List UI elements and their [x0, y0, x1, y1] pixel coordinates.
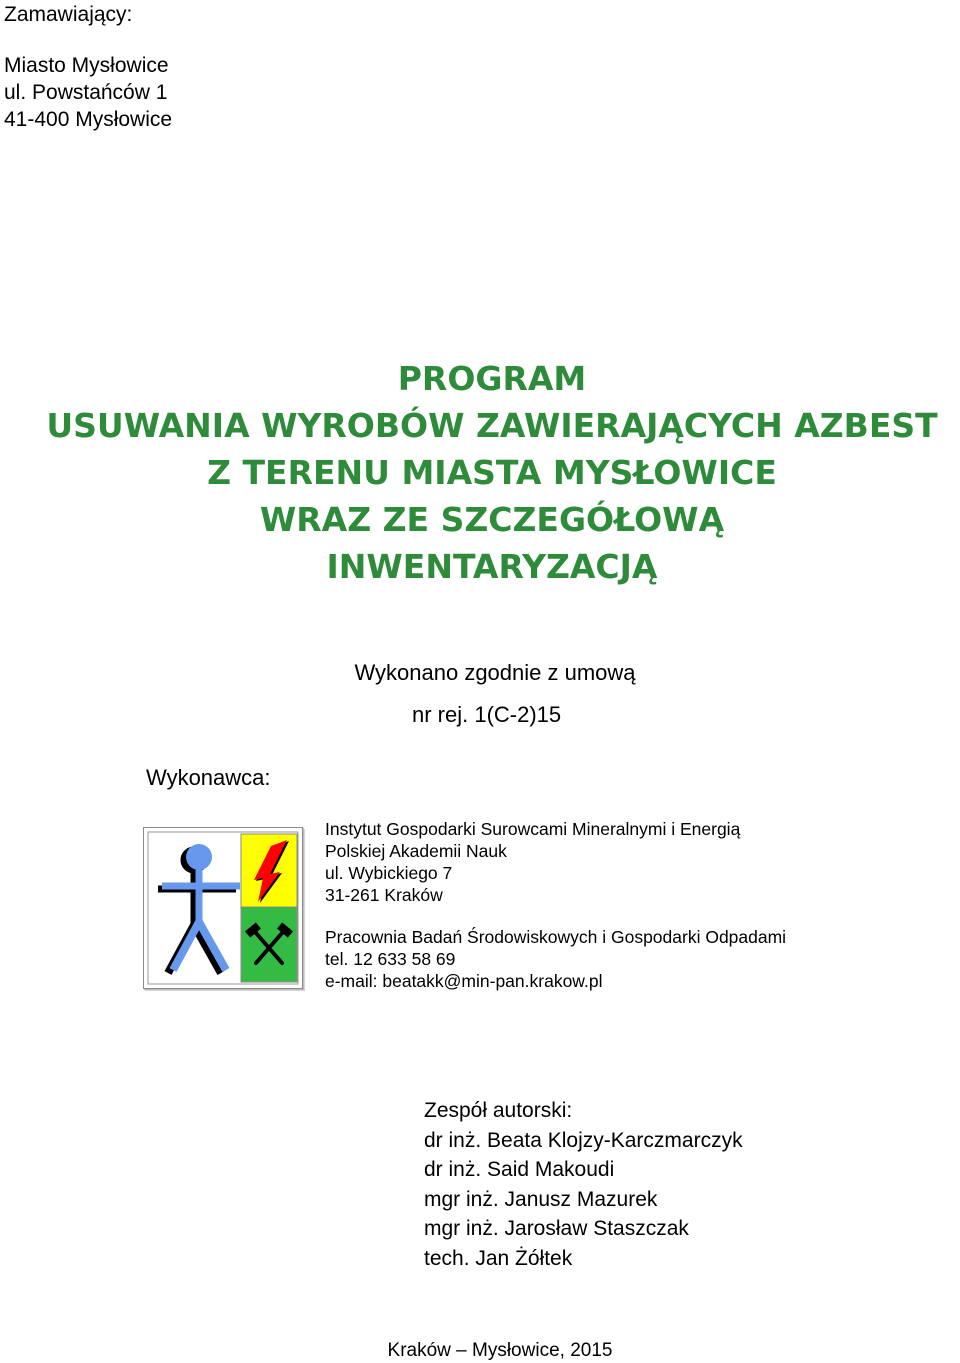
title-line: USUWANIA WYROBÓW ZAWIERAJĄCYCH AZBEST: [46, 406, 938, 445]
green-panel: [241, 907, 297, 982]
ordering-party-name: Miasto Mysłowice: [4, 54, 169, 77]
institute-city: 31-261 Kraków: [325, 885, 443, 905]
authors-list: [424, 1096, 743, 1273]
agreement-statement: Wykonano zgodnie z umową: [354, 660, 636, 685]
title-line: INWENTARYZACJĄ: [326, 547, 658, 586]
title-line: Z TERENU MIASTA MYSŁOWICE: [207, 453, 777, 492]
author-name: mgr inż. Janusz Mazurek: [424, 1187, 658, 1211]
agreement-number: nr rej. 1(C-2)15: [412, 702, 562, 727]
author-name: tech. Jan Żółtek: [424, 1246, 573, 1270]
author-name: dr inż. Beata Klojzy-Karczmarczyk: [424, 1128, 743, 1152]
institute-academy: Polskiej Akademii Nauk: [325, 841, 507, 861]
institute-details: [325, 818, 786, 992]
ordering-party-city: 41-400 Mysłowice: [4, 108, 173, 131]
contractor-label: Wykonawca:: [146, 765, 271, 790]
title-line: PROGRAM: [397, 359, 587, 398]
lab-email: e-mail: beatakk@min-pan.krakow.pl: [325, 971, 603, 991]
author-name: dr inż. Said Makoudi: [424, 1158, 615, 1181]
ordering-party-label: Zamawiający:: [4, 3, 133, 26]
ordering-party-street: ul. Powstańców 1: [4, 81, 168, 104]
lab-name: Pracownia Badań Środowiskowych i Gospodarki Odpadami: [325, 927, 787, 947]
author-name: mgr inż. Jarosław Staszczak: [424, 1217, 689, 1240]
institute-name: Instytut Gospodarki Surowcami Mineralnymi i Energią: [325, 819, 741, 839]
institute-logo-icon: [143, 827, 303, 989]
title-line: WRAZ ZE SZCZEGÓŁOWĄ: [259, 500, 725, 539]
document-title: [0, 355, 960, 590]
footer-place-date: Kraków – Mysłowice, 2015: [387, 1340, 613, 1361]
institute-street: ul. Wybickiego 7: [325, 863, 453, 883]
lab-phone: tel. 12 633 58 69: [325, 949, 456, 969]
ordering-party-address: [4, 52, 172, 133]
authors-label: Zespół autorski:: [424, 1099, 573, 1122]
spacer: [325, 906, 786, 926]
